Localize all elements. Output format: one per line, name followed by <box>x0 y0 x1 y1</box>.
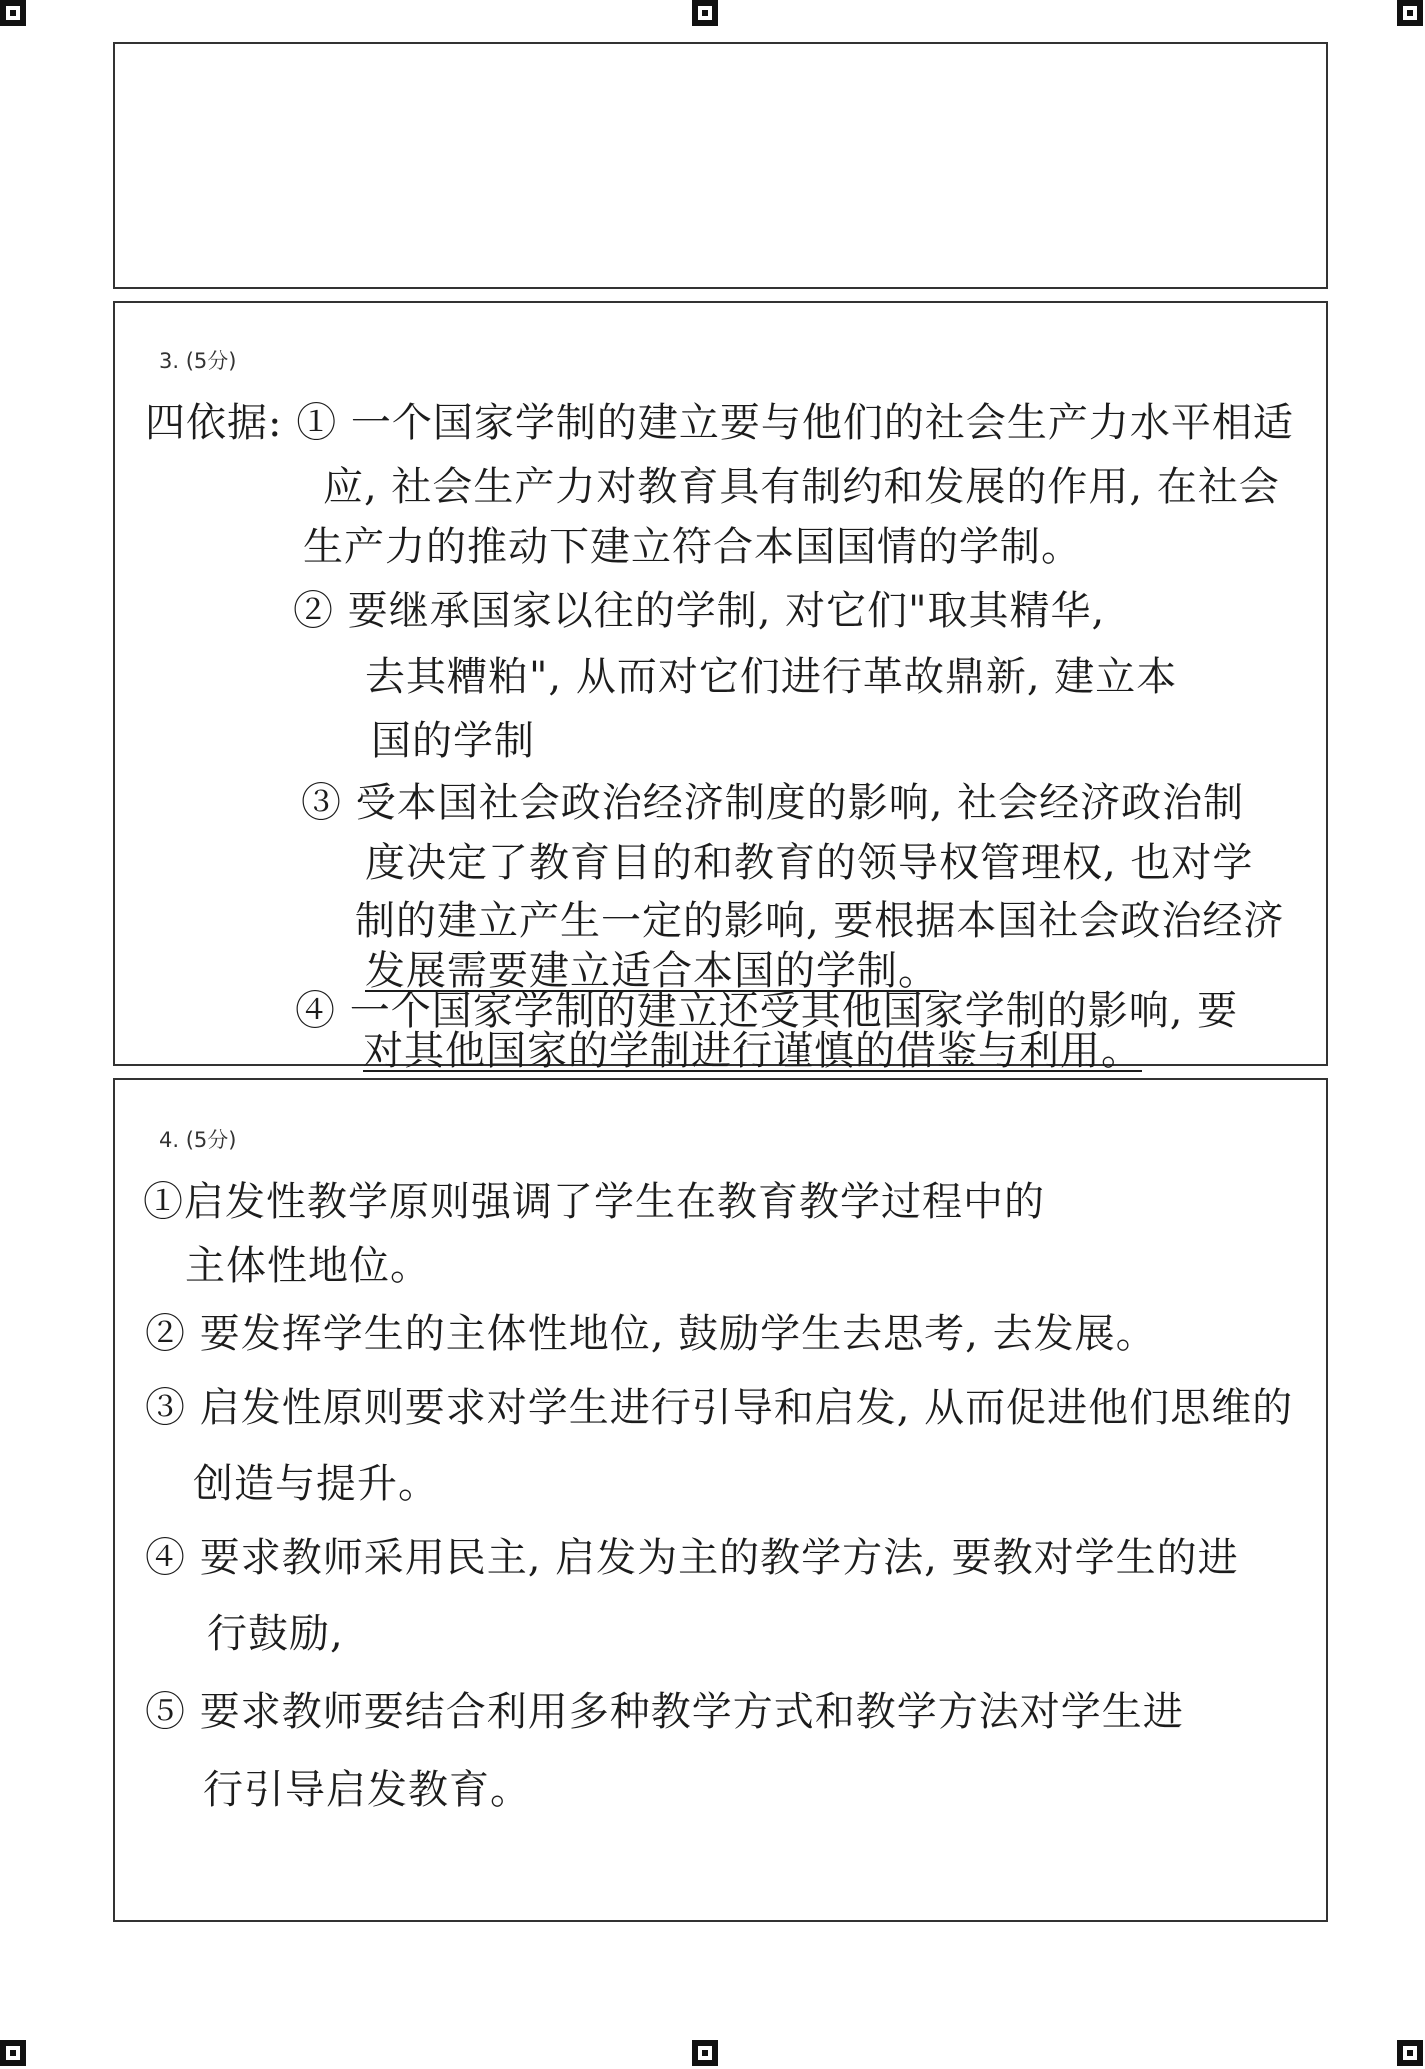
q3-line-4: ② 要继承国家以往的学制, 对它们"取其精华, <box>293 588 1106 634</box>
q3-line-1: 四依据: ① 一个国家学制的建立要与他们的社会生产力水平相适 <box>145 400 1294 446</box>
q3-line-6: 国的学制 <box>371 718 535 764</box>
q4-line-7: 行鼓励, <box>207 1611 344 1657</box>
q3-line-9: 制的建立产生一定的影响, 要根据本国社会政治经济 <box>355 898 1285 944</box>
corner-marker-top-center <box>692 0 718 26</box>
q3-line-7: ③ 受本国社会政治经济制度的影响, 社会经济政治制 <box>301 780 1245 826</box>
question-3-label: 3. (5分) <box>159 349 237 373</box>
corner-marker-top-left <box>0 0 26 26</box>
q4-line-8: ⑤ 要求教师要结合利用多种教学方式和教学方法对学生进 <box>145 1689 1184 1735</box>
q3-line-5: 去其糟粕", 从而对它们进行革故鼎新, 建立本 <box>365 654 1178 700</box>
q3-line-12: 对其他国家的学制进行谨慎的借鉴与利用。 <box>363 1028 1142 1074</box>
answer-box-q4 <box>113 1078 1328 1922</box>
answer-box-empty <box>113 42 1328 289</box>
q3-line-10: 发展需要建立适合本国的学制。 <box>365 948 939 994</box>
q4-line-3: ② 要发挥学生的主体性地位, 鼓励学生去思考, 去发展。 <box>145 1311 1157 1357</box>
q3-line-8: 度决定了教育目的和教育的领导权管理权, 也对学 <box>365 840 1254 886</box>
corner-marker-top-right <box>1397 0 1423 26</box>
corner-marker-bottom-left <box>0 2040 26 2066</box>
q4-line-1: ①启发性教学原则强调了学生在教育教学过程中的 <box>143 1179 1045 1225</box>
q4-line-2: 主体性地位。 <box>185 1243 431 1289</box>
q4-line-6: ④ 要求教师采用民主, 启发为主的教学方法, 要教对学生的进 <box>145 1535 1239 1581</box>
corner-marker-bottom-right <box>1397 2040 1423 2066</box>
q4-line-9: 行引导启发教育。 <box>203 1767 531 1813</box>
q4-line-4: ③ 启发性原则要求对学生进行引导和启发, 从而促进他们思维的 <box>145 1385 1294 1431</box>
answer-box-q3 <box>113 301 1328 1074</box>
q3-line-2: 应, 社会生产力对教育具有制约和发展的作用, 在社会 <box>323 464 1280 510</box>
q4-line-5: 创造与提升。 <box>193 1461 439 1507</box>
question-4-label: 4. (5分) <box>159 1128 237 1152</box>
q3-line-11: ④ 一个国家学制的建立还受其他国家学制的影响, 要 <box>295 988 1239 1034</box>
q3-line-3: 生产力的推动下建立符合本国国情的学制。 <box>303 524 1082 570</box>
corner-marker-bottom-center <box>692 2040 718 2066</box>
